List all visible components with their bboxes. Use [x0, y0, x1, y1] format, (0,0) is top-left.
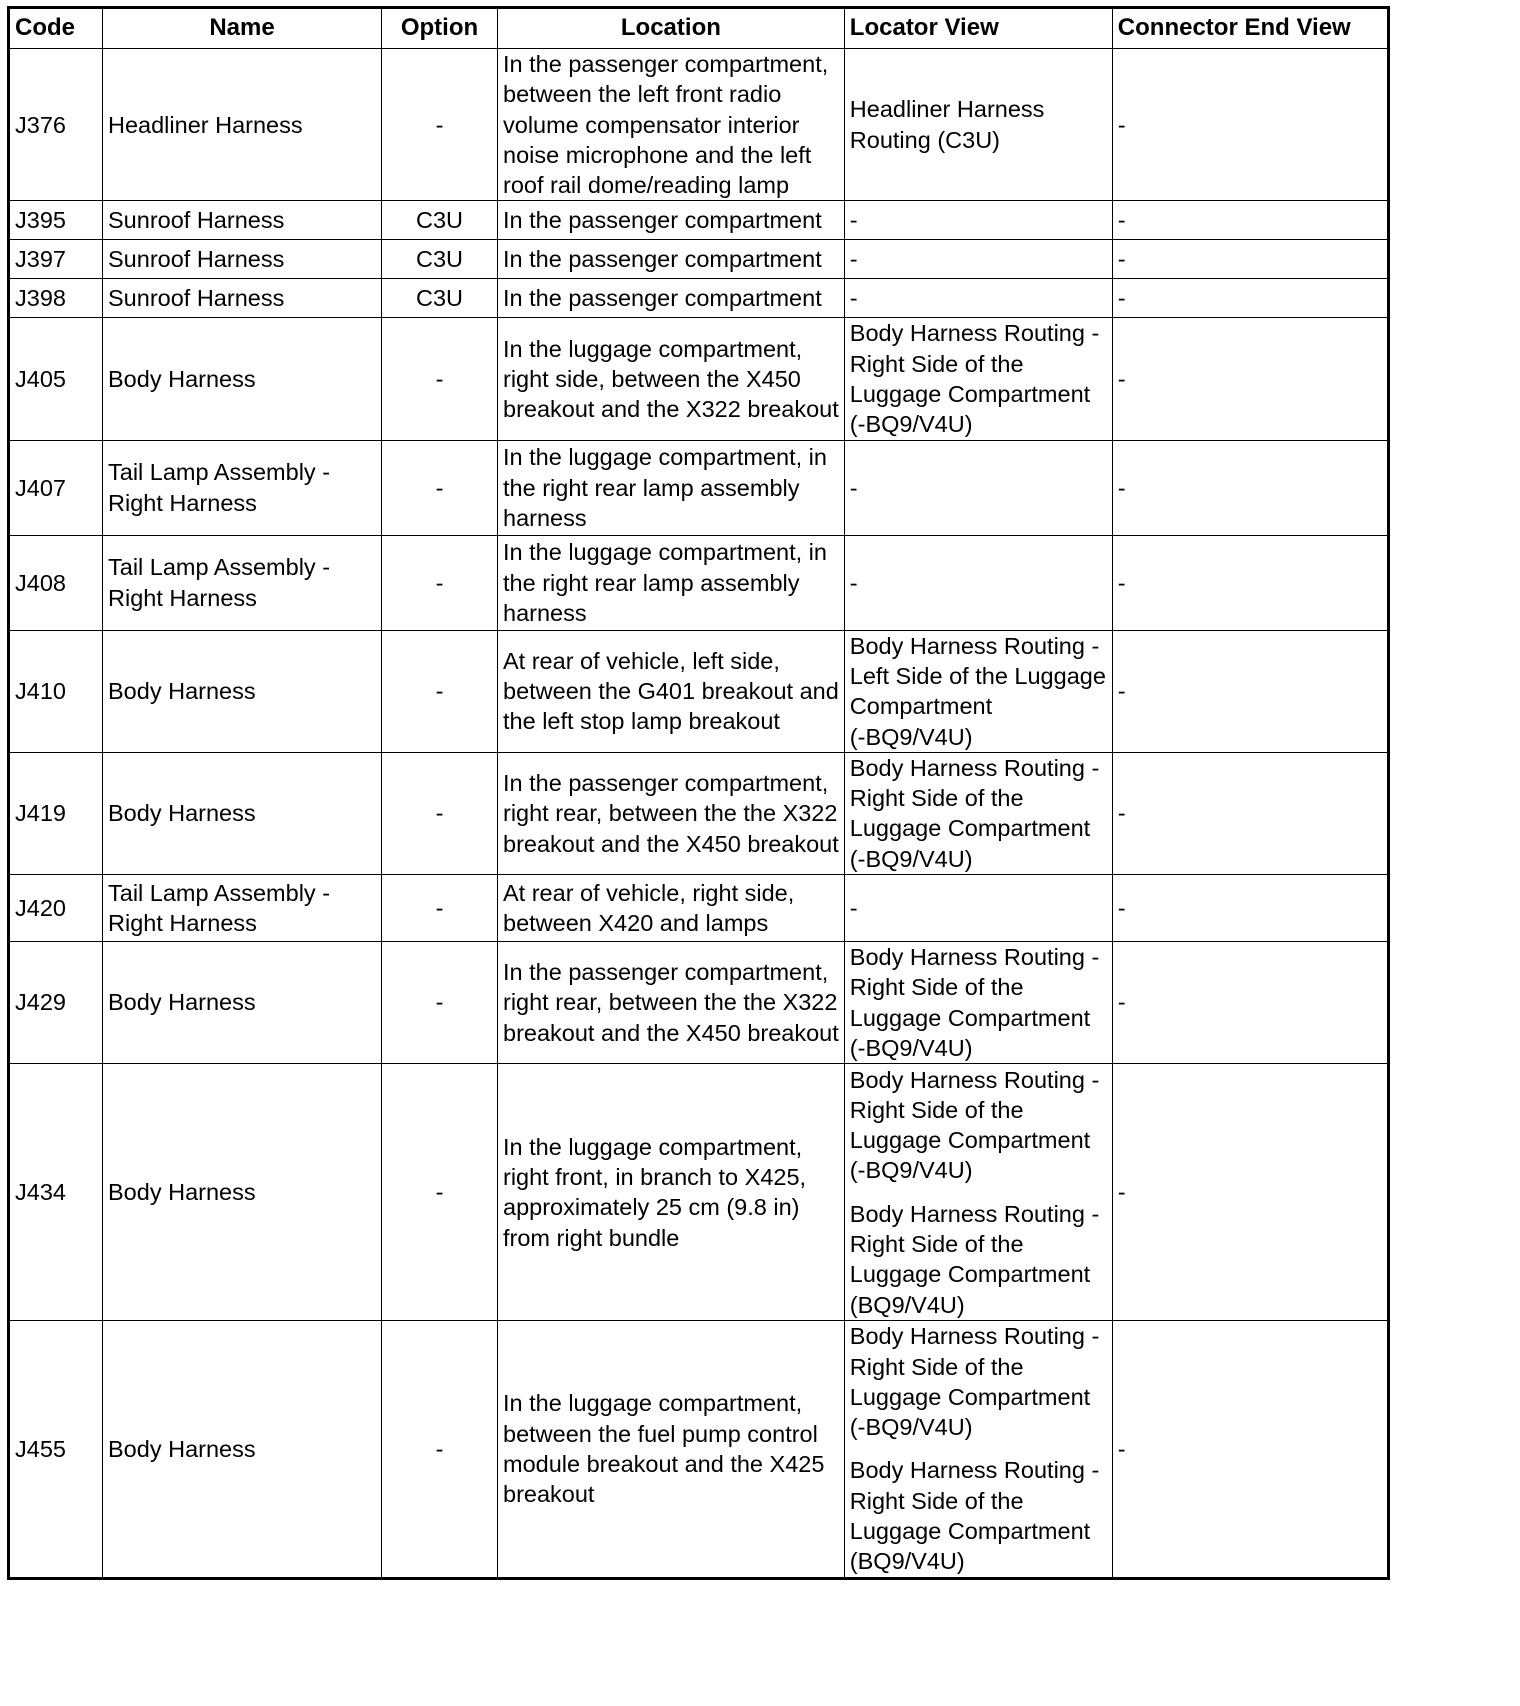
header-option: Option	[382, 8, 498, 49]
text-line: Luggage Compartment	[849, 1383, 1091, 1410]
text-line: Body Harness	[108, 989, 256, 1016]
text-line: volume compensator interior	[503, 111, 800, 138]
text-line: breakout and the X322 breakout	[503, 396, 839, 423]
table-row	[9, 49, 1389, 201]
cell-locator-view	[844, 1064, 1112, 1321]
cell-code: J408	[9, 535, 103, 630]
text-line: Right Harness	[108, 910, 257, 937]
cell-locator-view	[844, 875, 1112, 942]
text-line: breakout and the X450 breakout	[503, 830, 839, 857]
text-line: Body Harness	[108, 678, 256, 705]
cell-connector-end-view: -	[1112, 1064, 1388, 1321]
cell-name	[103, 240, 382, 279]
locator-view-paragraph	[850, 753, 1107, 874]
table-row	[9, 440, 1389, 535]
text-line: Luggage Compartment	[849, 1127, 1091, 1154]
cell-code: J429	[9, 942, 103, 1064]
text-line: Tail Lamp Assembly -	[108, 554, 331, 581]
cell-name	[103, 630, 382, 752]
text-line: noise microphone and the left	[503, 141, 812, 168]
cell-location	[498, 875, 845, 942]
text-line: Right Side of the	[849, 974, 1024, 1001]
cell-name	[103, 1321, 382, 1578]
text-line: Tail Lamp Assembly -	[108, 879, 331, 906]
text-line: In the luggage compartment, in	[503, 539, 827, 566]
cell-name	[103, 1064, 382, 1321]
text-line: Luggage Compartment	[849, 815, 1091, 842]
table-row	[9, 875, 1389, 942]
text-line: Luggage Compartment	[849, 1004, 1091, 1031]
cell-option: C3U	[382, 201, 498, 240]
text-line: Sunroof Harness	[108, 207, 285, 234]
header-locator-view: Locator View	[844, 8, 1112, 49]
header-name: Name	[103, 8, 382, 49]
text-line: the right rear lamp assembly	[503, 474, 800, 501]
text-line: In the passenger compartment,	[503, 959, 829, 986]
cell-connector-end-view: -	[1112, 942, 1388, 1064]
text-line: Luggage Compartment	[849, 381, 1091, 408]
locator-view-paragraph	[850, 942, 1107, 1063]
text-line: In the luggage compartment,	[503, 1133, 803, 1160]
table-row	[9, 535, 1389, 630]
text-line: Body Harness	[108, 800, 256, 827]
cell-location	[498, 942, 845, 1064]
text-line: (-BQ9/V4U)	[849, 411, 973, 438]
locator-view-paragraph	[850, 631, 1107, 752]
text-line: (-BQ9/V4U)	[849, 1157, 973, 1184]
text-line: In the luggage compartment,	[503, 1390, 803, 1417]
text-line: harness	[503, 599, 587, 626]
text-line: roof rail dome/reading lamp	[503, 172, 790, 199]
text-line: -	[849, 894, 858, 921]
cell-option: -	[382, 752, 498, 874]
cell-code: J397	[9, 240, 103, 279]
cell-name	[103, 201, 382, 240]
text-line: Sunroof Harness	[108, 246, 285, 273]
cell-name	[103, 49, 382, 201]
text-line: (BQ9/V4U)	[849, 1548, 965, 1575]
text-line: right side, between the X450	[503, 365, 801, 392]
cell-connector-end-view: -	[1112, 1321, 1388, 1578]
cell-option: -	[382, 875, 498, 942]
cell-option: -	[382, 49, 498, 201]
cell-option: -	[382, 630, 498, 752]
cell-connector-end-view: -	[1112, 279, 1388, 318]
text-line: Routing (C3U)	[849, 126, 1000, 153]
header-code: Code	[9, 8, 103, 49]
text-line: the right rear lamp assembly	[503, 569, 800, 596]
cell-location	[498, 752, 845, 874]
table-row	[9, 630, 1389, 752]
text-line: Right Side of the	[849, 1353, 1024, 1380]
text-line: Body Harness	[108, 365, 256, 392]
locator-view-paragraph	[850, 283, 1107, 313]
cell-code: J410	[9, 630, 103, 752]
table-row	[9, 240, 1389, 279]
text-line: Right Side of the	[849, 1487, 1024, 1514]
cell-code: J455	[9, 1321, 103, 1578]
table-row	[9, 1064, 1389, 1321]
locator-view-paragraph	[850, 893, 1107, 923]
cell-code: J405	[9, 318, 103, 440]
cell-connector-end-view: -	[1112, 440, 1388, 535]
cell-locator-view	[844, 49, 1112, 201]
text-line: Compartment	[849, 693, 993, 720]
text-line: Right Harness	[108, 584, 257, 611]
text-line: module breakout and the X425	[503, 1450, 825, 1477]
text-line: Body Harness Routing -	[849, 944, 1100, 971]
locator-view-paragraph	[850, 1455, 1107, 1576]
locator-view-paragraph	[850, 1065, 1107, 1186]
text-line: approximately 25 cm (9.8 in)	[503, 1194, 800, 1221]
cell-connector-end-view: -	[1112, 752, 1388, 874]
text-line: harness	[503, 504, 587, 531]
cell-location	[498, 201, 845, 240]
cell-code: J407	[9, 440, 103, 535]
cell-connector-end-view: -	[1112, 630, 1388, 752]
text-line: the left stop lamp breakout	[503, 708, 780, 735]
text-line: Body Harness Routing -	[849, 754, 1100, 781]
header-connector-end-view: Connector End View	[1112, 8, 1388, 49]
cell-locator-view	[844, 535, 1112, 630]
table-row	[9, 318, 1389, 440]
cell-option: C3U	[382, 279, 498, 318]
text-line: Body Harness Routing -	[849, 1323, 1100, 1350]
locator-view-paragraph	[850, 1321, 1107, 1442]
cell-code: J376	[9, 49, 103, 201]
text-line: between X420 and lamps	[503, 910, 769, 937]
locator-view-paragraph	[850, 318, 1107, 439]
text-line: (-BQ9/V4U)	[849, 1034, 973, 1061]
locator-view-paragraph	[850, 473, 1107, 503]
table-row	[9, 752, 1389, 874]
cell-code: J395	[9, 201, 103, 240]
cell-name	[103, 440, 382, 535]
cell-connector-end-view: -	[1112, 49, 1388, 201]
cell-locator-view	[844, 279, 1112, 318]
text-line: Body Harness Routing -	[849, 320, 1100, 347]
text-line: At rear of vehicle, right side,	[503, 879, 795, 906]
text-line: In the luggage compartment, in	[503, 444, 827, 471]
cell-locator-view	[844, 630, 1112, 752]
text-line: In the passenger compartment	[503, 246, 822, 273]
cell-name	[103, 752, 382, 874]
text-line: -	[849, 207, 858, 234]
cell-location	[498, 279, 845, 318]
text-line: breakout and the X450 breakout	[503, 1019, 839, 1046]
text-line: Right Side of the	[849, 785, 1024, 812]
cell-location	[498, 1064, 845, 1321]
cell-code: J420	[9, 875, 103, 942]
text-line: In the passenger compartment	[503, 207, 822, 234]
cell-code: J419	[9, 752, 103, 874]
text-line: Luggage Compartment	[849, 1518, 1091, 1545]
text-line: between the fuel pump control	[503, 1420, 818, 1447]
cell-locator-view	[844, 240, 1112, 279]
text-line: from right bundle	[503, 1224, 680, 1251]
cell-name	[103, 942, 382, 1064]
table-row	[9, 1321, 1389, 1578]
text-line: Headliner Harness	[108, 111, 303, 138]
text-line: (BQ9/V4U)	[849, 1291, 965, 1318]
cell-location	[498, 440, 845, 535]
cell-location	[498, 630, 845, 752]
header-location: Location	[498, 8, 845, 49]
cell-location	[498, 318, 845, 440]
text-line: Right Side of the	[849, 350, 1024, 377]
text-line: In the passenger compartment,	[503, 770, 829, 796]
locator-view-paragraph	[850, 244, 1107, 274]
cell-locator-view	[844, 318, 1112, 440]
text-line: (-BQ9/V4U)	[849, 845, 973, 872]
text-line: (-BQ9/V4U)	[849, 1414, 973, 1441]
cell-connector-end-view: -	[1112, 240, 1388, 279]
connector-list-table	[7, 6, 1390, 1580]
text-line: breakout	[503, 1481, 595, 1508]
table-row	[9, 279, 1389, 318]
text-line: Right Side of the	[849, 1231, 1024, 1258]
text-line: -	[849, 285, 858, 312]
cell-locator-view	[844, 440, 1112, 535]
text-line: Body Harness Routing -	[849, 1200, 1100, 1227]
cell-option: -	[382, 1321, 498, 1578]
cell-connector-end-view: -	[1112, 318, 1388, 440]
text-line: Left Side of the Luggage	[849, 662, 1106, 689]
cell-option: -	[382, 440, 498, 535]
cell-option: -	[382, 535, 498, 630]
text-line: right rear, between the the X322	[503, 800, 838, 827]
cell-name	[103, 535, 382, 630]
cell-locator-view	[844, 1321, 1112, 1578]
text-line: Body Harness	[108, 1179, 256, 1206]
text-line: Sunroof Harness	[108, 285, 285, 312]
text-line: At rear of vehicle, left side,	[503, 647, 780, 674]
table-body	[9, 49, 1389, 1579]
cell-code: J398	[9, 279, 103, 318]
locator-view-paragraph	[850, 1199, 1107, 1320]
locator-view-paragraph	[850, 94, 1107, 155]
cell-locator-view	[844, 752, 1112, 874]
text-line: In the passenger compartment	[503, 285, 822, 312]
cell-location	[498, 1321, 845, 1578]
locator-view-paragraph	[850, 568, 1107, 598]
header-row	[9, 8, 1389, 49]
cell-option: -	[382, 1064, 498, 1321]
text-line: -	[849, 246, 858, 273]
cell-option: -	[382, 942, 498, 1064]
text-line: Body Harness	[108, 1435, 256, 1462]
cell-option: C3U	[382, 240, 498, 279]
cell-locator-view	[844, 201, 1112, 240]
text-line: right front, in branch to X425,	[503, 1163, 807, 1190]
text-line: Tail Lamp Assembly -	[108, 459, 331, 486]
text-line: (-BQ9/V4U)	[849, 723, 973, 750]
text-line: Body Harness Routing -	[849, 1457, 1100, 1484]
text-line: between the G401 breakout and	[503, 678, 839, 705]
cell-location	[498, 240, 845, 279]
text-line: Right Side of the	[849, 1096, 1024, 1123]
cell-location	[498, 535, 845, 630]
text-line: -	[849, 474, 858, 501]
text-line: In the luggage compartment,	[503, 335, 803, 362]
text-line: between the left front radio	[503, 81, 782, 108]
text-line: Luggage Compartment	[849, 1261, 1091, 1288]
cell-connector-end-view: -	[1112, 535, 1388, 630]
text-line: Body Harness Routing -	[849, 632, 1100, 659]
locator-view-paragraph	[850, 205, 1107, 235]
text-line: -	[849, 569, 858, 596]
table-row	[9, 201, 1389, 240]
cell-connector-end-view: -	[1112, 201, 1388, 240]
cell-name	[103, 318, 382, 440]
cell-name	[103, 279, 382, 318]
cell-locator-view	[844, 942, 1112, 1064]
cell-location	[498, 49, 845, 201]
text-line: Body Harness Routing -	[849, 1066, 1100, 1093]
cell-option: -	[382, 318, 498, 440]
cell-name	[103, 875, 382, 942]
text-line: Right Harness	[108, 489, 257, 516]
table-row	[9, 942, 1389, 1064]
cell-connector-end-view: -	[1112, 875, 1388, 942]
text-line: right rear, between the the X322	[503, 989, 838, 1016]
text-line: In the passenger compartment,	[503, 51, 829, 77]
text-line: Headliner Harness	[849, 96, 1045, 123]
cell-code: J434	[9, 1064, 103, 1321]
